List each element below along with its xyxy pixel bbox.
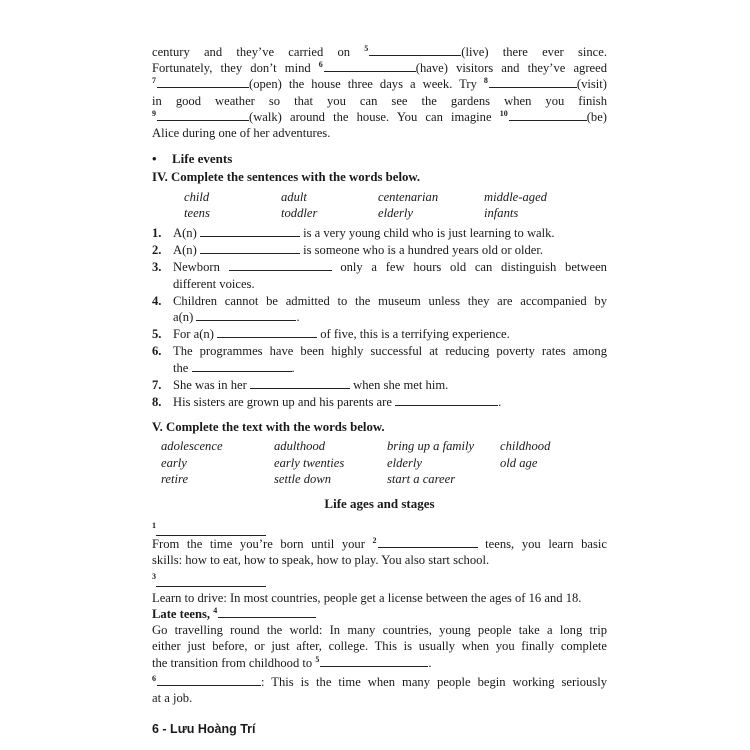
word-item: child (184, 189, 210, 204)
exercise-4-word-bank (152, 189, 607, 221)
exercise-4-item-3: 3. Newborn only a few hours old can distinguish between different voices. (152, 260, 607, 291)
answer-blank[interactable] (200, 225, 300, 237)
word-item: adulthood (274, 439, 326, 454)
exercise-4-item-6: 6. The programmes have been highly successful at reducing poverty rates among the . (152, 344, 607, 375)
paragraph-3: Go travelling round the world: In many countries, young people take a long trip either just before, or just after, college. This is usually when you finally complete the transition from childhood to $^5$ . (152, 623, 607, 670)
page-footer: 6 - Lưu Hoàng Trí (152, 722, 256, 736)
blank-10[interactable] (509, 109, 587, 121)
intro-line-2: Fortunately, they don’t mind $^6$ (have) visitors and they’ve agreed (152, 60, 608, 76)
intro-line-4: in good weather so that you can see the gardens when you finish (152, 93, 607, 108)
blank-1[interactable] (156, 524, 266, 536)
word-item: start a career (387, 471, 456, 486)
exercise-4-item-8: 8. His sisters are grown up and his parents are . (152, 395, 502, 410)
worksheet-page (152, 44, 607, 706)
blank-4[interactable] (218, 606, 316, 618)
blank-6b[interactable] (157, 674, 261, 686)
word-item: childhood (500, 439, 551, 454)
blank-9[interactable] (157, 109, 249, 121)
word-item: old age (500, 455, 538, 470)
intro-line-6: Alice during one of her adventures. (152, 126, 331, 141)
stage-1-label: 1 (152, 518, 607, 536)
blank-6[interactable] (324, 60, 416, 72)
word-item: bring up a family (387, 439, 475, 454)
blank-8[interactable] (489, 76, 577, 88)
exercise-4-item-1: 1. A(n) is a very young child who is just learning to walk. (152, 226, 555, 241)
answer-blank[interactable] (250, 377, 350, 389)
text-title: Life ages and stages (324, 496, 435, 512)
bullet-icon: • (152, 151, 157, 167)
word-item: middle-aged (484, 189, 547, 204)
paragraph-2: Learn to drive: In most countries, people get a license between the ages of 16 and 18. (152, 590, 582, 605)
word-item: adult (281, 189, 307, 204)
word-item: early twenties (274, 455, 345, 470)
answer-blank[interactable] (196, 309, 296, 321)
exercise-4-item-4: 4. Children cannot be admitted to the museum unless they are accompanied by a(n) . (152, 293, 607, 325)
intro-line-1: century and they’ve carried on $^5$ (live) there ever since. (152, 44, 607, 59)
exercise-5-heading: V. Complete the text with the words below. (152, 420, 385, 435)
blank-2[interactable] (378, 536, 478, 548)
word-item: settle down (274, 471, 332, 486)
word-item: early (161, 455, 187, 470)
exercise-5-word-bank (152, 438, 607, 487)
exercise-4-item-5: 5. For a(n) of five, this is a terrifying experience. (152, 327, 510, 342)
word-item: infants (484, 205, 519, 220)
exercise-4-heading: IV. Complete the sentences with the words below. (152, 170, 421, 185)
late-teens-label: Late teens, $^4$ (152, 606, 607, 622)
answer-blank[interactable] (229, 259, 332, 271)
word-item: teens (184, 205, 210, 220)
intro-line-5: $^9$ (walk) around the house. You can imagine $^{10}$ (be) (152, 108, 607, 124)
intro-paragraph (152, 44, 607, 141)
answer-blank[interactable] (217, 326, 317, 338)
word-item: elderly (378, 205, 413, 220)
blank-3[interactable] (156, 575, 266, 587)
answer-blank[interactable] (395, 394, 498, 406)
paragraph-4: $^6$ : This is the time when many people begin working seriously at a job. (152, 673, 607, 705)
blank-5[interactable] (369, 44, 461, 56)
paragraph-1: From the time you’re born until your $^2$ teens, you learn basic skills: how to eat, how to speak, how to play. You also start school. (152, 536, 607, 568)
exercise-4-item-7: 7. She was in her when she met him. (152, 377, 449, 392)
section-life-events: • Life events (152, 151, 233, 167)
word-item: elderly (387, 455, 422, 470)
answer-blank[interactable] (200, 242, 300, 254)
exercise-4-item-2: 2. A(n) is someone who is a hundred years old or older. (152, 243, 544, 258)
word-item: retire (161, 471, 189, 486)
word-item: adolescence (161, 439, 223, 454)
blank-5b[interactable] (320, 655, 428, 667)
word-item: centenarian (378, 189, 439, 204)
intro-line-3: $^7$ (open) the house three days a week. Try $^8$ (visit) (152, 76, 607, 92)
answer-blank[interactable] (192, 360, 292, 372)
stage-3-label: 3 (152, 569, 607, 587)
word-item: toddler (281, 205, 318, 220)
blank-7[interactable] (157, 76, 249, 88)
